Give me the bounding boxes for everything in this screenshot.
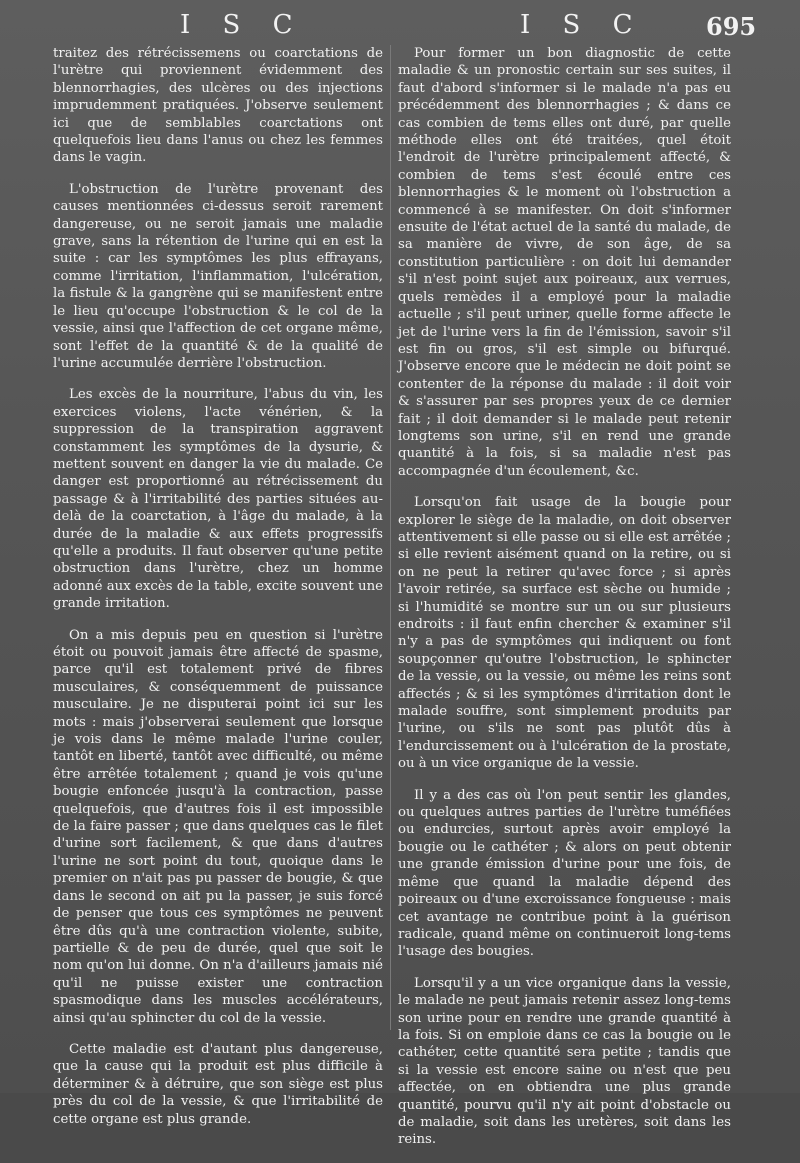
running-head-right: I S C: [520, 10, 645, 40]
paragraph: traitez des rétrécissemens ou coarctations de l'urètre qui proviennent évidemment des blennorrhagies, des ulcères ou des injections imprudemment pratiquées. J'observe seulement ici que de semblables coarctations ont quelquefois lieu dans l'anus ou chez les femmes dans le vagin.: [53, 46, 383, 166]
column-divider: [390, 45, 391, 1030]
paragraph: Lorsqu'on fait usage de la bougie pour explorer le siège de la maladie, on doit observer attentivement si elle passe ou si elle est arrêtée ; si elle revient aisément quand on la retire, ou si on ne peut la retirer qu'avec force ; si après l'avoir retirée, sa surface est sèche ou humide ; si l'humidité se montre sur un ou sur plusieurs endroits : il faut enfin chercher & examiner s'il n'y a pas de symptômes qui indiquent ou font soupçonner qu'outre l'obstruction, le sphincter de la vessie, ou la vessie, ou même les reins sont affectés ; & si les symptômes d'irritation dont le malade souffre, sont simplement produits par l'urine, ou s'ils ne sont pas plutôt dûs à l'endurcissement ou à l'ulcération de la prostate, ou à un vice organique de la vessie.: [398, 495, 731, 772]
left-column: [53, 45, 383, 1142]
paragraph: Lorsqu'il y a un vice organique dans la vessie, le malade ne peut jamais retenir assez long-tems son urine pour en rendre une grande quantité à la fois. Si on emploie dans ce cas la bougie ou le cathéter, cette quantité sera petite ; tandis que si la vessie est encore saine ou n'est que peu affectée, on en obtiendra une plus grande quantité, pourvu qu'il n'y ait point d'obstacle ou de maladie, soit dans les uretères, soit dans les reins.: [398, 975, 731, 1148]
paragraph: Cette maladie est d'autant plus dangereuse, que la cause qui la produit est plus difficile à déterminer & à détruire, que son siège est plus près du col de la vessie, & que l'irritabilité de cette organe est plus grande.: [53, 1041, 383, 1127]
running-head: [0, 10, 800, 42]
paragraph: L'obstruction de l'urètre provenant des causes mentionnées ci-dessus seroit rarement dangereuse, ou ne seroit jamais une maladie grave, sans la rétention de l'urine qui en est la suite : car les symptômes les plus effrayans, comme l'irritation, l'inflammation, l'ulcération, la fistule & la gangrène qui se manifestent entre le lieu qu'occupe l'obstruction & le col de la vessie, ainsi que l'affection de cet organe même, sont l'effet de la quantité & de la qualité de l'urine accumulée derrière l'obstruction.: [53, 181, 383, 371]
paragraph: Il y a des cas où l'on peut sentir les glandes, ou quelques autres parties de l'urètre tuméfiées ou endurcies, surtout après avoir employé la bougie ou le cathéter ; & alors on peut obtenir une grande émission d'urine pour une fois, de même que quand la maladie dépend des poireaux ou d'une excroissance fongueuse : mais cet avantage ne contribue point à la guérison radicale, quand même on continueroit long-tems l'usage des bougies.: [398, 787, 731, 960]
page-number: 695: [706, 12, 757, 41]
running-head-left: I S C: [180, 10, 305, 40]
paragraph: On a mis depuis peu en question si l'urètre étoit ou pouvoit jamais être affecté de spasme, parce qu'il est totalement privé de fibres musculaires, & conséquemment de puissance musculaire. Je ne disputerai point ici sur les mots : mais j'observerai seulement que lorsque je vois dans le même malade l'urine couler, tantôt en liberté, tantôt avec difficulté, ou même être arrêtée totalement ; quand je vois qu'une bougie enfoncée jusqu'à la contraction, passe quelquefois, que d'autres fois il est impossible de la faire passer ; que dans quelques cas le filet d'urine sort facilement, & que dans d'autres l'urine ne sort point du tout, quoique dans le premier on n'ait pas pu passer de bougie, & que dans le second on ait pu la passer, je suis forcé de penser que tous ces symptômes ne peuvent être dûs qu'à une contraction violente, subite, partielle & de peu de durée, quel que soit le nom qu'on lui donne. On n'a d'ailleurs jamais nié qu'il ne puisse exister une contraction spasmodique dans les muscles accélérateurs, ainsi qu'au sphincter du col de la vessie.: [53, 627, 383, 1026]
right-column: [398, 45, 731, 1163]
paragraph: Les excès de la nourriture, l'abus du vin, les exercices violens, l'acte vénérien, & la suppression de la transpiration aggravent constamment les symptômes de la dysurie, & mettent souvent en danger la vie du malade. Ce danger est proportionné au rétrécissement du passage & à l'irritabilité des parties situées au-delà de la coarctation, à l'âge du malade, à la durée de la maladie & aux effets progressifs qu'elle a produits. Il faut observer qu'une petite obstruction dans l'urètre, chez un homme adonné aux excès de la table, excite souvent une grande irritation.: [53, 387, 383, 612]
paragraph: Pour former un bon diagnostic de cette maladie & un pronostic certain sur ses suites, il faut d'abord s'informer si le malade n'a pas eu précédemment des blennorrhagies ; & dans ce cas combien de tems elles ont duré, par quelle méthode elles ont été traitées, quel étoit l'endroit de l'urètre principalement affecté, & combien de tems s'est écoulé entre ces blennorrhagies & le moment où l'obstruction a commencé à se manifester. On doit s'informer ensuite de l'état actuel de la santé du malade, de sa manière de vivre, de son âge, de sa constitution particulière : on doit lui demander s'il n'est point sujet aux poireaux, aux verrues, quels remèdes il a employé pour la maladie actuelle ; s'il peut uriner, quelle forme affecte le jet de l'urine vers la fin de l'émission, savoir s'il est fin ou gros, s'il est simple ou bifurqué. J'observe encore que le médecin ne doit point se contenter de la réponse du malade : il doit voir & s'assurer par ses propres yeux de ce dernier fait ; il doit demander si le malade peut retenir longtems son urine, s'il en rend une grande quantité à la fois, si sa maladie n'est pas accompagnée d'un écoulement, &c.: [398, 46, 731, 479]
